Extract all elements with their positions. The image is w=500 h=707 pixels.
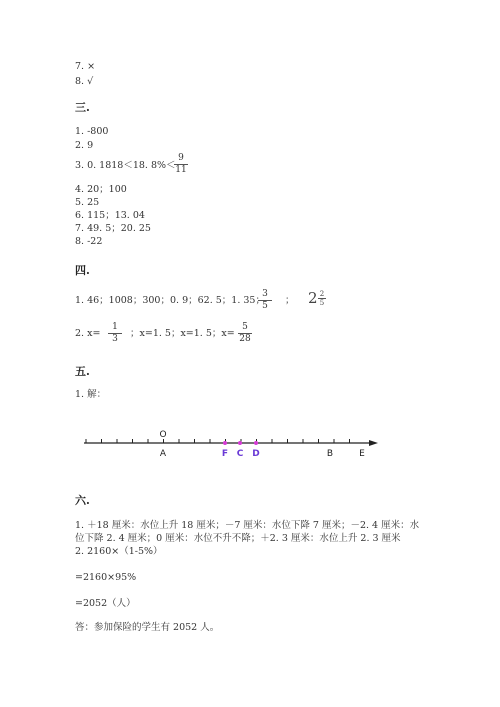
s3-line-3: 3. 0. 1818＜18. 8%＜ xyxy=(75,160,176,171)
s4-line-2a: 2. x= xyxy=(75,328,101,339)
s4-line-2b: ；x=1. 5；x=1. 5；x= xyxy=(130,328,235,339)
section-3-heading: 三. xyxy=(75,101,90,114)
mixed-fraction xyxy=(318,290,326,307)
s4-mixed-number xyxy=(308,289,325,307)
s3-line-5: 5. 25 xyxy=(75,197,100,208)
s3-line-2: 2. 9 xyxy=(75,140,94,151)
answer-line-8: 8. √ xyxy=(75,76,94,87)
s6-line-2: 2. 2160×（1-5%） xyxy=(75,546,163,557)
s4-fraction-3 xyxy=(236,322,254,345)
mixed-den: 5 xyxy=(319,299,325,307)
point-C xyxy=(238,441,242,445)
s3-line-1: 1. -800 xyxy=(75,126,109,137)
mixed-whole: 2 xyxy=(308,289,318,307)
point-D xyxy=(254,441,258,445)
s4-frac-den: 5 xyxy=(262,301,268,311)
s3-line-8: 8. -22 xyxy=(75,236,103,247)
s3-line-6: 6. 115；13. 04 xyxy=(75,210,145,221)
s4-frac3-den: 28 xyxy=(239,334,251,344)
answer-line-7: 7. × xyxy=(75,61,96,72)
s3-frac-den: 11 xyxy=(175,165,187,175)
s4-line-1: 1. 46；1008；300；0. 9；62. 5；1. 35； xyxy=(75,295,265,306)
label-D: D xyxy=(252,449,260,459)
label-B: B xyxy=(326,449,334,459)
s5-line-1: 1. 解： xyxy=(75,389,107,400)
s6-line-4: =2052（人） xyxy=(75,598,136,609)
section-6-heading: 六. xyxy=(75,494,90,507)
number-line-ticks xyxy=(86,439,350,443)
s6-line-3: =2160×95% xyxy=(75,572,137,583)
s4-frac3-num: 5 xyxy=(242,322,248,332)
s4-frac2-num: 1 xyxy=(112,322,118,332)
number-line xyxy=(80,426,390,466)
label-C: C xyxy=(236,449,244,459)
s6-line-5: 答：参加保险的学生有 2052 人。 xyxy=(75,622,220,633)
section-4-heading: 四. xyxy=(75,264,90,277)
label-O: O xyxy=(159,430,167,440)
s4-frac-num: 3 xyxy=(262,289,268,299)
s4-fraction-1 xyxy=(256,289,274,312)
label-F: F xyxy=(221,449,229,459)
s3-line-7: 7. 49. 5；20. 25 xyxy=(75,223,151,234)
s3-fraction xyxy=(172,153,190,176)
mixed-num: 2 xyxy=(319,290,325,298)
s4-frac2-den: 3 xyxy=(112,334,118,344)
label-E: E xyxy=(359,449,365,459)
number-line-arrow xyxy=(369,440,378,446)
section-5-heading: 五. xyxy=(75,365,90,378)
s6-line-1b: 位下降 2. 4 厘米；0 厘米：水位不升不降；＋2. 3 厘米：水位上升 2. 3 厘米 xyxy=(75,533,401,544)
s6-line-1a: 1. ＋18 厘米：水位上升 18 厘米；－7 厘米：水位下降 7 厘米；－2. 4 厘米：水 xyxy=(75,520,420,531)
s3-line-4: 4. 20；100 xyxy=(75,184,127,195)
point-F xyxy=(223,441,227,445)
s4-separator: ； xyxy=(285,295,295,306)
label-A: A xyxy=(159,449,167,459)
s3-frac-num: 9 xyxy=(178,153,184,163)
s4-fraction-2 xyxy=(106,322,124,345)
